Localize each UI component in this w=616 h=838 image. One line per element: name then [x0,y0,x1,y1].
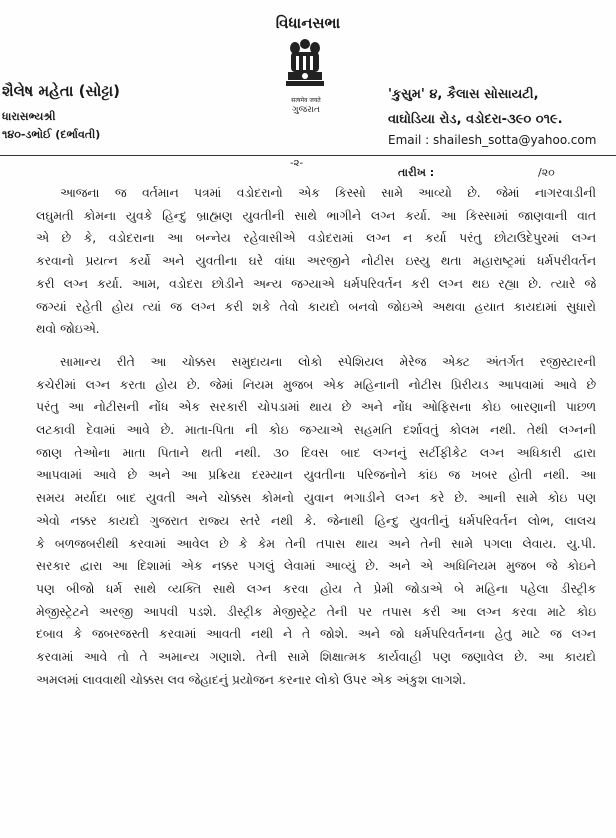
text-line: આજના જ વર્તમાન પત્રમાં વડોદરાનો એક કિસ્સો સામે આવ્યો છે. જેમાં નાગરવાડીની [60,186,596,200]
text-line: આપવામાં આવે છે અને આ પ્રક્રિયા દરમ્યાન યુવતીના પરિજનોને કાંઇ જ ખબર હોતી નથી. આ [36,468,596,483]
paragraph-2 [36,351,596,692]
text-line: અમલમાં લાવવાથી ચોક્કસ લવ જેહાદનું પ્રયોજન કરનાર લોકો ઉપર એક અંકુશ લાગશે. [36,672,467,687]
letter-body [36,182,596,691]
page-number: -૨- [290,158,304,169]
text-line: કરવાનો પ્રયત્ન કર્યો અને યુવતીના ઘરે વાંધા અરજીને નોટીસ ઇસ્યુ થતા મહારાષ્ટ્રમાં ધર્મપરીવર્તન [36,254,596,269]
paragraph-1 [36,182,596,341]
assembly-title: વિધાનસભા [275,14,341,32]
email-label: Email : [388,133,430,147]
text-line: કરી લગ્ન કર્યા. આમ, વડોદરા છોડીને અન્ય જગ્યાએ ધર્મપરિવર્તન કરી લગ્ન થઇ રહ્યા છે. ત્યારે જે [36,276,596,291]
mla-constituency: ૧૪૦-ડભોઈ (દર્ભાવતી) [2,128,101,141]
text-line: લઘુમતી કોમના યુવકે હિન્દુ બ્રાહ્મણ યુવતીની સાથે ભાગીને લગ્ન કર્યા. આ કિસ્સામાં જાણવાની વાત [36,208,596,223]
text-line: દબાવ કે જબરજસ્તી કરવામાં આવતી નથી ને તે જોશે. અને જો ધર્મપરિવર્તનના હેતુ માટે જ લગ્ન [36,627,596,642]
email-row [388,133,596,147]
text-line: એ છે કે, વડોદરાના આ બન્નેય રહેવાસીએ વડોદરામાં લગ્ન ન કર્યા પરંતુ છોટાઉદેપુરમાં લગ્ન [36,231,596,246]
mla-role: ધારાસભ્યશ્રી [2,110,56,123]
text-line: સામાન્ય રીતે આ ચોક્કસ સમુદાયના લોકો સ્પેશિયલ મેરેજ એક્ટ અંતર્ગત રજીસ્ટારની [60,354,596,369]
emblem-motto: सत्यमेव जयते [291,97,321,104]
text-line: કચેરીમાં લગ્ન કરતા હોય છે. જેમાં નિયમ મુજબ એક મહિનાની નોટીસ પ્રિરીયડ આપવામાં આવે છે [36,377,596,392]
text-line: જાણ તેઓના માતા પિતાને થતી નથી. ૩૦ દિવસ બાદ લગ્નનું સર્ટીફીકેટ લગ્ન અધિકારી દ્વારા [36,445,596,460]
state-emblem-icon [282,36,328,98]
emblem-state-name: ગુજરાત [292,105,320,115]
date-value: /૨૦ [538,166,555,179]
text-line: થવો જોઇએ. [36,322,100,337]
text-line: લટકાવી દેવામાં આવે છે. માતા-પિતા ની કોઇ જગ્યાએ સહમતિ દર્શાવતું કોલમ નથી. તેથી લગ્નની [36,423,596,438]
text-line: કરવામાં આવે તો તે અમાન્ય ગણાશે. તેની સામે શિક્ષાત્મક કાર્યવાહી પણ જણાવેલ છે. આ કાયદો [36,650,596,665]
address-line-1: 'કુસુમ' ૪, કૈલાસ સોસાયટી, [388,87,539,102]
text-line: મેજીસ્ટ્રેટને અરજી આપવી પડશે. ડીસ્ટ્રીક મેજીસ્ટ્રેટ તેની પર તપાસ કરી આ લગ્ન કરવા માટે કોઇ [36,604,596,619]
date-label: તારીખ : [398,166,435,179]
text-line: પરંતુ આ નોટીસની નોંધ એક સરકારી ચોપડામાં થાય છે અને નોંધ ઓફિસના કોઇ બારણાની પાછળ [36,400,596,415]
text-line: સરકાર દ્વારા આ દિશામાં એક નક્કર પગલું લેવામાં આવ્યું છે. અને એ અધિનિયમ મુજબ જે કોઇને [36,559,596,574]
header-divider [0,155,616,156]
text-line: પણ બીજો ધર્મ સાથે વ્યક્તિ સાથે લગ્ન કરવા હોય તે પ્રેમી જોડાએ બે મહિના પહેલા ડીસ્ટ્રીક [36,581,596,596]
mla-name: શૈલેષ મહેતા (સોટ્ટા) [2,82,121,100]
email-address[interactable]: shailesh_sotta@yahoo.com [432,133,597,147]
text-line: એવો નક્કર કાયદો ગુજરાત રાજ્ય સ્તરે નથી કે. જેનાથી હિન્દુ યુવતીનું ધર્મપરિવર્તન લોભ, લાલચ [36,513,596,528]
address-line-2: વાઘોડિયા રોડ, વડોદરા-૩૯૦ ૦૧૯. [388,112,563,127]
text-line: જગ્યાં રહેતી હોય ત્યાં જ લગ્ન કરી શકે તેવો કાયદો બનવો જોઇએ અથવા હયાત કાયદામાં સુધારો [36,299,596,314]
text-line: કે બળજબરીથી કરવામાં આવેલ છે કે કેમ તેની તપાસ થાય અને તેની સામે પગલા લેવાય. યુ.પી. [36,536,596,551]
text-line: સમય મર્યાદા બાદ યુવતી અને ચોક્કસ કોમનો યુવાન ભગાડીને લગ્ન કરે છે. આની સામે કોઇ પણ [36,491,596,506]
